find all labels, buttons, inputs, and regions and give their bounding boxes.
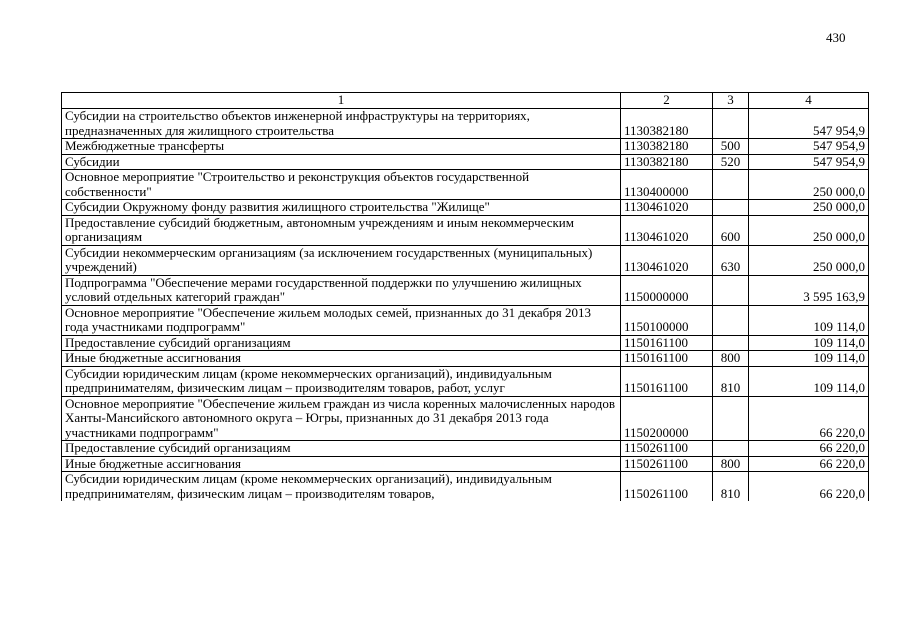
row-amount: 109 114,0 — [749, 366, 869, 396]
row-amount: 547 954,9 — [749, 139, 869, 155]
page-number: 430 — [826, 30, 846, 45]
row-name: Субсидии юридическим лицам (кроме некоммерческих организаций), индивидуальным предпринимателям, физическим лицам – производителям товаров, работ, услуг — [62, 366, 621, 396]
row-name: Иные бюджетные ассигнования — [62, 351, 621, 367]
table-row — [62, 441, 869, 457]
row-code: 1150261100 — [621, 441, 713, 457]
row-amount: 250 000,0 — [749, 215, 869, 245]
table-row — [62, 215, 869, 245]
row-code: 1150261100 — [621, 456, 713, 472]
row-name: Основное мероприятие "Обеспечение жильем молодых семей, признанных до 31 декабря 2013 года участниками подпрограмм" — [62, 305, 621, 335]
row-amount: 547 954,9 — [749, 154, 869, 170]
row-code: 1150161100 — [621, 335, 713, 351]
table-row — [62, 456, 869, 472]
row-code: 1130382180 — [621, 154, 713, 170]
budget-table — [61, 92, 869, 501]
table-row — [62, 335, 869, 351]
table-row — [62, 396, 869, 441]
row-name: Субсидии юридическим лицам (кроме некоммерческих организаций), индивидуальным предпринимателям, физическим лицам – производителям товаров, — [62, 472, 621, 502]
row-name: Субсидии — [62, 154, 621, 170]
row-name: Субсидии некоммерческим организациям (за исключением государственных (муниципальных) учреждений) — [62, 245, 621, 275]
row-amount: 250 000,0 — [749, 200, 869, 216]
row-amount: 66 220,0 — [749, 441, 869, 457]
row-expense-type — [713, 441, 749, 457]
row-amount: 109 114,0 — [749, 351, 869, 367]
table-row — [62, 472, 869, 502]
row-name: Предоставление субсидий организациям — [62, 335, 621, 351]
row-name: Субсидии на строительство объектов инженерной инфраструктуры на территориях, предназначенных для жилищного строительства — [62, 109, 621, 139]
row-expense-type — [713, 170, 749, 200]
row-code: 1130382180 — [621, 139, 713, 155]
table-header-row — [62, 93, 869, 109]
row-code: 1130461020 — [621, 215, 713, 245]
row-amount: 66 220,0 — [749, 456, 869, 472]
row-expense-type: 630 — [713, 245, 749, 275]
row-code: 1150200000 — [621, 396, 713, 441]
row-code: 1130461020 — [621, 200, 713, 216]
row-code: 1150261100 — [621, 472, 713, 502]
budget-table-body — [62, 93, 869, 502]
row-amount: 109 114,0 — [749, 335, 869, 351]
row-code: 1150161100 — [621, 366, 713, 396]
row-name: Межбюджетные трансферты — [62, 139, 621, 155]
row-expense-type: 520 — [713, 154, 749, 170]
row-name: Предоставление субсидий бюджетным, автономным учреждениям и иным некоммерческим организациям — [62, 215, 621, 245]
table-row — [62, 366, 869, 396]
row-expense-type: 800 — [713, 351, 749, 367]
row-amount: 66 220,0 — [749, 396, 869, 441]
row-expense-type: 600 — [713, 215, 749, 245]
table-row — [62, 154, 869, 170]
row-expense-type — [713, 396, 749, 441]
row-name: Основное мероприятие "Обеспечение жильем граждан из числа коренных малочисленных народов Ханты-Мансийского автономного округа – Югры, признанных до 31 декабря 2013 года участниками подпрограмм" — [62, 396, 621, 441]
row-expense-type: 500 — [713, 139, 749, 155]
row-expense-type: 800 — [713, 456, 749, 472]
column-header-2: 2 — [621, 93, 713, 109]
table-row — [62, 200, 869, 216]
table-row — [62, 245, 869, 275]
row-amount: 109 114,0 — [749, 305, 869, 335]
column-header-1: 1 — [62, 93, 621, 109]
table-row — [62, 305, 869, 335]
row-expense-type: 810 — [713, 366, 749, 396]
table-row — [62, 170, 869, 200]
column-header-3: 3 — [713, 93, 749, 109]
row-code: 1150000000 — [621, 275, 713, 305]
row-expense-type — [713, 109, 749, 139]
row-expense-type — [713, 335, 749, 351]
row-name: Субсидии Окружному фонду развития жилищного строительства "Жилище" — [62, 200, 621, 216]
row-amount: 66 220,0 — [749, 472, 869, 502]
row-name: Основное мероприятие "Строительство и реконструкция объектов государственной собственности" — [62, 170, 621, 200]
table-row — [62, 351, 869, 367]
row-amount: 250 000,0 — [749, 170, 869, 200]
row-amount: 250 000,0 — [749, 245, 869, 275]
row-code: 1130400000 — [621, 170, 713, 200]
row-code: 1130382180 — [621, 109, 713, 139]
row-name: Иные бюджетные ассигнования — [62, 456, 621, 472]
row-code: 1150100000 — [621, 305, 713, 335]
column-header-4: 4 — [749, 93, 869, 109]
row-name: Предоставление субсидий организациям — [62, 441, 621, 457]
row-expense-type — [713, 275, 749, 305]
row-name: Подпрограмма "Обеспечение мерами государственной поддержки по улучшению жилищных условий отдельных категорий граждан" — [62, 275, 621, 305]
row-expense-type — [713, 200, 749, 216]
row-expense-type: 810 — [713, 472, 749, 502]
row-code: 1130461020 — [621, 245, 713, 275]
row-amount: 547 954,9 — [749, 109, 869, 139]
row-amount: 3 595 163,9 — [749, 275, 869, 305]
row-expense-type — [713, 305, 749, 335]
row-code: 1150161100 — [621, 351, 713, 367]
table-row — [62, 109, 869, 139]
table-row — [62, 139, 869, 155]
table-row — [62, 275, 869, 305]
